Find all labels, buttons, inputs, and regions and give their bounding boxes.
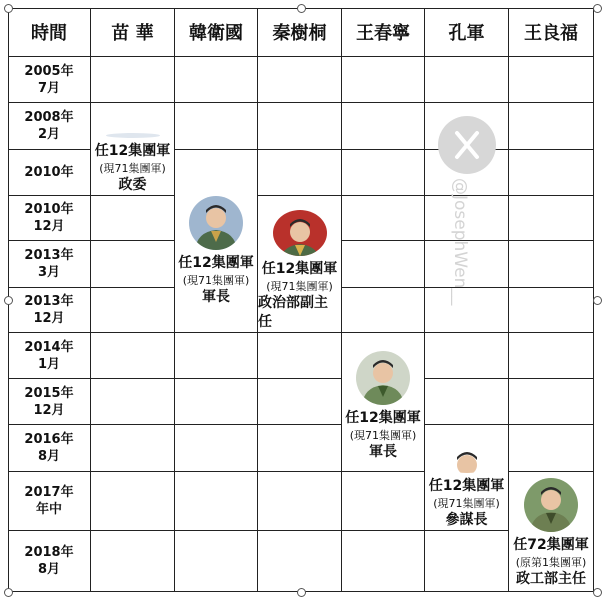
column-header: 韓衛國 <box>175 8 258 57</box>
column-header: 王春寧 <box>342 8 425 57</box>
time-year: 2005年 <box>24 63 74 79</box>
time-month: 12月 <box>33 311 65 326</box>
person-title: 任12集團軍 <box>178 255 254 271</box>
grid-cell <box>509 288 594 333</box>
grid-cell <box>425 57 509 103</box>
person-cell <box>175 150 258 333</box>
grid-cell <box>258 103 342 150</box>
grid-cell <box>342 57 425 103</box>
grid-cell <box>509 103 594 150</box>
time-cell <box>8 288 91 333</box>
grid-cell <box>509 241 594 288</box>
grid-cell <box>509 333 594 379</box>
grid-cell <box>91 472 175 531</box>
time-year: 2008年 <box>24 110 74 125</box>
time-cell <box>8 333 91 379</box>
time-cell <box>8 241 91 288</box>
grid-cell <box>258 472 342 531</box>
person-role: 政工部主任 <box>516 571 586 587</box>
time-month: 2月 <box>37 127 61 142</box>
column-header: 王良福 <box>509 8 594 57</box>
time-cell <box>8 425 91 472</box>
person-role: 軍長 <box>202 289 230 305</box>
grid-cell <box>509 379 594 425</box>
grid-cell <box>425 379 509 425</box>
person-title: 任72集團軍 <box>513 537 589 553</box>
grid-cell <box>342 288 425 333</box>
column-header: 苗 華 <box>91 8 175 57</box>
grid-cell <box>175 425 258 472</box>
person-note: (現71集團軍) <box>266 280 333 293</box>
grid-cell <box>258 57 342 103</box>
grid-cell <box>509 57 594 103</box>
time-year: 2018年 <box>24 545 74 560</box>
grid-cell <box>425 333 509 379</box>
grid-cell <box>342 241 425 288</box>
grid-cell <box>175 333 258 379</box>
time-cell <box>8 150 91 196</box>
selection-handle[interactable] <box>593 296 602 305</box>
grid-cell <box>509 196 594 241</box>
selection-handle[interactable] <box>297 588 306 597</box>
x-logo-icon <box>438 116 496 174</box>
selection-handle[interactable] <box>593 588 602 597</box>
grid-cell <box>342 103 425 150</box>
person-role: 軍長 <box>369 444 397 460</box>
grid-cell <box>342 150 425 196</box>
qinshutong-photo <box>273 210 327 256</box>
grid-cell <box>509 425 594 472</box>
time-year: 2014年 <box>24 339 74 355</box>
grid-cell <box>91 196 175 241</box>
time-month: 1月 <box>37 356 61 372</box>
person-role: 政委 <box>118 177 147 193</box>
time-year: 2013年 <box>24 294 74 309</box>
person-role: 參謀長 <box>445 512 488 528</box>
selection-handle[interactable] <box>4 4 13 13</box>
grid-cell <box>342 472 425 531</box>
time-year: 2015年 <box>24 385 74 401</box>
person-cell <box>509 472 594 592</box>
time-cell <box>8 531 91 592</box>
time-month: 8月 <box>37 562 61 577</box>
column-header: 孔軍 <box>425 8 509 57</box>
grid-cell <box>91 241 175 288</box>
selection-handle[interactable] <box>4 588 13 597</box>
time-year: 2013年 <box>24 248 74 263</box>
person-title: 任12集團軍 <box>261 261 338 277</box>
time-year: 2010年 <box>24 202 74 217</box>
grid-cell <box>425 531 509 592</box>
time-month: 8月 <box>37 449 61 464</box>
person-cell <box>425 425 509 531</box>
time-month: 12月 <box>33 402 65 418</box>
hanweiguo-photo <box>189 196 243 250</box>
time-cell <box>8 196 91 241</box>
selection-handle[interactable] <box>593 4 602 13</box>
grid-cell <box>258 531 342 592</box>
grid-cell <box>258 379 342 425</box>
time-cell <box>8 103 91 150</box>
grid-cell <box>175 57 258 103</box>
kongjun-photo <box>440 443 494 473</box>
grid-cell <box>91 531 175 592</box>
time-year: 2010年 <box>24 165 74 180</box>
person-note: (現71集團軍) <box>99 162 166 175</box>
watermark-handle: @JosephWen__ <box>450 178 470 306</box>
column-header: 時間 <box>8 8 91 57</box>
wangliangfu-photo <box>524 478 578 532</box>
person-title: 任12集團軍 <box>428 478 505 494</box>
selection-handle[interactable] <box>297 4 306 13</box>
selection-handle[interactable] <box>4 296 13 305</box>
person-cell <box>91 103 175 196</box>
person-title: 任12集團軍 <box>345 410 421 426</box>
wangchunning-photo <box>356 351 410 405</box>
time-cell <box>8 57 91 103</box>
grid-cell <box>509 150 594 196</box>
time-month: 年中 <box>35 502 62 517</box>
grid-cell <box>91 57 175 103</box>
grid-cell <box>91 333 175 379</box>
person-cell <box>258 196 342 333</box>
grid-cell <box>175 472 258 531</box>
time-month: 7月 <box>37 80 61 96</box>
person-note: (現71集團軍) <box>433 497 500 510</box>
grid-cell <box>342 196 425 241</box>
grid-cell <box>342 531 425 592</box>
time-year: 2017年 <box>24 485 74 500</box>
column-header: 秦樹桐 <box>258 8 342 57</box>
grid-cell <box>258 425 342 472</box>
grid-cell <box>175 103 258 150</box>
grid-cell <box>175 379 258 425</box>
grid-cell <box>258 333 342 379</box>
miaohua-photo <box>106 133 160 138</box>
person-note: (現71集團軍) <box>182 274 250 287</box>
time-month: 3月 <box>37 265 61 280</box>
time-cell <box>8 472 91 531</box>
grid-cell <box>91 379 175 425</box>
grid-cell <box>91 425 175 472</box>
person-role: 政治部副主任 <box>258 295 328 330</box>
person-title: 任12集團軍 <box>94 143 171 159</box>
grid-cell <box>175 531 258 592</box>
grid-cell <box>91 288 175 333</box>
person-note: (現71集團軍) <box>349 429 417 442</box>
time-month: 12月 <box>33 219 65 234</box>
person-cell <box>342 333 425 472</box>
grid-cell <box>258 150 342 196</box>
time-year: 2016年 <box>24 432 74 447</box>
time-cell <box>8 379 91 425</box>
person-note: (原第1集團軍) <box>515 556 587 569</box>
